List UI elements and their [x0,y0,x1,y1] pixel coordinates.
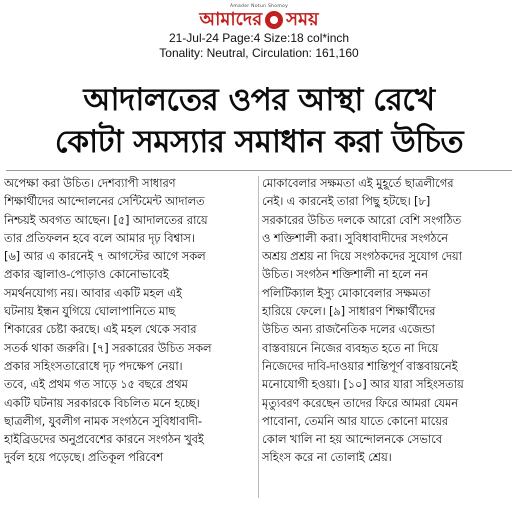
headline-line-1: আদালতের ওপর আস্থা রেখে [83,82,435,118]
article-text-line: প্রকার সহিংসতারোধে দৃঢ় পদক্ষেপ নেয়া। [4,358,183,373]
article-text-line: ও শক্তিশালী করা। সুবিধাবাদীদের সংগঠনে [262,230,448,245]
article-text-line: অশ্রয় প্রশ্রয় না দিয়ে সংগঠকদের সুযোগ দেয়া [262,249,462,264]
article-text-line: শিকারের চেষ্টা করছে। এই মহল থেকে সবার [4,322,197,337]
article-text-line: তবে, এই প্রথম গত সাড়ে ১৫ বছরে প্রথম [4,377,188,392]
article-text-line: মনোযোগী হওয়া। [১০] আর যারা সহিংসতায় [262,377,464,392]
article-text-line: কোল খালি না হয় আন্দোলনকে সেভাবে [262,432,443,447]
logo-wordmark [199,10,318,30]
column-divider [258,176,259,498]
article-column-right [262,174,514,504]
article-text-line: মোকাবেলার সক্ষমতা এই মুহূর্তে ছাত্রলীগের [262,176,454,190]
article-text-line: সহিংস করে না তোলাই শ্রেয়। [262,450,392,465]
article-text-line: অপেক্ষা করা উচিত। দেশব্যাপী সাধারণ [4,176,176,190]
headline-divider [6,170,512,171]
clipping-info-line: 21-Jul-24 Page:4 Size:18 col*inch [168,31,350,45]
article-text-line: দুর্বল হয়ে পড়েছে। প্রতিকূল পরিবেশ [4,450,163,465]
headline-line-2: কোটা সমস্যার সমাধান করা উচিত [54,124,464,160]
article-text-line: বাস্তবায়নে নিজের ব্যবহৃত হতে না দিয়ে [262,340,439,355]
article-text-line: সমর্থনযোগ্য নয়। আবার একটি মহল এই [4,285,182,300]
article-text-line: শিক্ষার্থীদের আন্দোলনের সেন্টিমেন্ট আদালত [4,194,205,209]
logo-left-word: আমাদের [199,9,263,30]
article-text-line: ঘটনায় ইন্ধন যুগিয়ে ঘোলাপানিতে মাছ [4,304,176,319]
article-column-left [4,174,256,504]
article-text-line: মৃত্যুবরণ করেছেন তাদের ফিরে আমরা যেমন [262,395,458,410]
article-text-line: পাবোনা, তেমনি আর যাতে কোনো মায়ের [262,413,449,428]
article-text-line: একটি ঘটনায় সরকারকে বিচলিত মনে হচ্ছে। [4,395,200,410]
article-text-line: হাইব্রিডদের অনুপ্রবেশের কারনে সংগঠন খুবই [4,432,204,447]
article-text-line: সরকারের উচিত দলকে আরো বেশি সংগঠিত [262,212,462,227]
article-text-line: নেই। এ কারনেই তারা পিছু হটছে। [৮] [262,194,431,209]
tonality-circulation-line: Tonality: Neutral, Circulation: 161,160 [159,46,359,60]
article-text-line: প্রকার জ্বালাও-পোড়াও কোনোভাবেই [4,267,169,282]
article-text-line: সতর্ক থাকা জরুরি। [৭] সরকারের উচিত সকল [4,340,212,355]
article-text-line: নিজেদের দাবি-দাওয়ার শান্তিপূর্ণ বাস্তবায়নেই [262,358,458,373]
article-text-line: উচিত। সংগঠন শক্তিশালী না হলে নন [262,267,428,282]
article-text-line: পলিটিক্যাল ইস্যু মোকাবেলার সক্ষমতা [262,285,431,300]
article-text-line: উচিত অন্য রাজনৈতিক দলের এজেন্ডা [262,322,435,337]
newspaper-logo [199,4,318,30]
article-text-line: নিশ্চয়ই অবগত আছেন। [৫] আদালতের রায়ে [4,212,208,227]
masthead [0,0,518,30]
article-text-line: [৬] আর এ কারনেই ৭ আগস্টের আগে সকল [4,249,206,264]
logo-emblem-icon [265,11,283,29]
logo-tagline: Amader Notun Shomoy [229,4,289,9]
article-text-line: হারিয়ে ফেলে। [৯] সাধারণ শিক্ষার্থীদের [262,304,436,319]
article-text-line: ছাত্রলীগ, যুবলীগ নামক সংগঠনে সুবিধাবাদী- [4,413,202,428]
logo-right-word: সময় [286,9,319,30]
article-text-line: তার প্রতিফলন হবে বলে আমার দৃঢ় বিশ্বাস। [4,230,195,245]
